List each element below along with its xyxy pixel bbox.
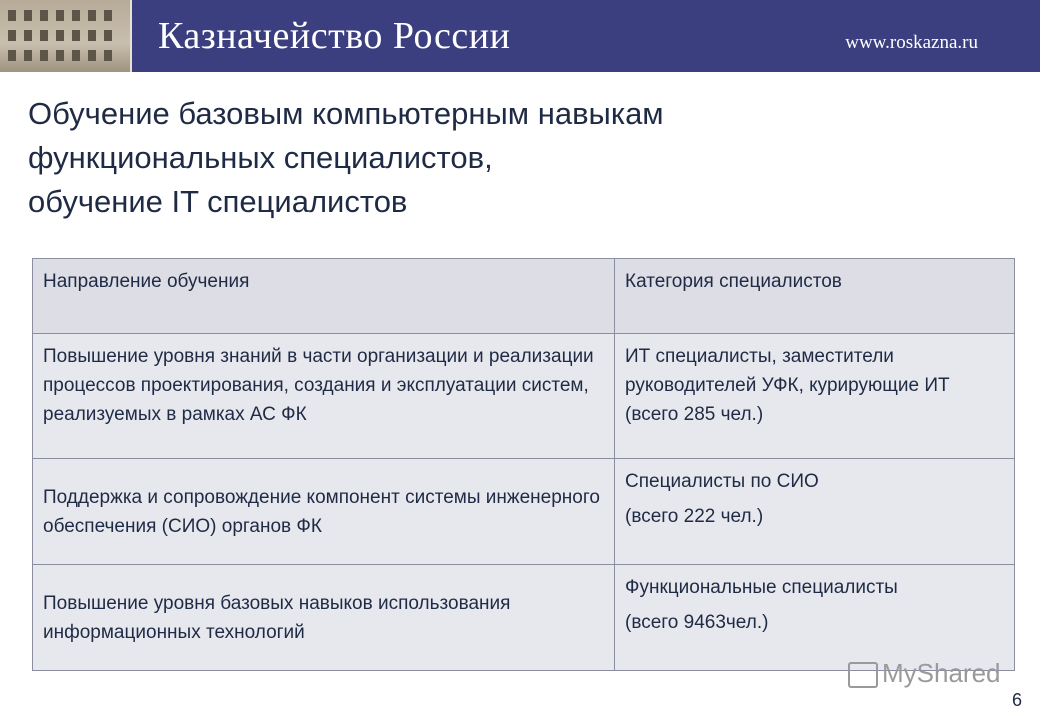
category-line: (всего 9463чел.) — [625, 612, 769, 633]
category-line: Специалисты по СИО — [625, 471, 819, 492]
cell-direction: Поддержка и сопровождение компонент системы инженерного обеспечения (СИО) органов ФК — [33, 459, 615, 565]
cell-category — [615, 565, 1015, 671]
watermark-text: MyShared — [882, 658, 1001, 688]
table-row — [33, 565, 1015, 671]
table-row — [33, 334, 1015, 459]
brand-title: Казначейство России — [158, 15, 511, 57]
table-header-row — [33, 259, 1015, 334]
header-category: Категория специалистов — [615, 259, 1015, 334]
training-table — [32, 258, 1015, 671]
cell-category — [615, 459, 1015, 565]
watermark — [848, 658, 1001, 689]
slide-title — [28, 92, 988, 224]
category-line: Функциональные специалисты — [625, 577, 898, 598]
title-line: обучение IT специалистов — [28, 184, 408, 219]
cell-direction: Повышение уровня знаний в части организации и реализации процессов проектирования, создания и эксплуатации систем, реализуемых в рамках АС ФК — [33, 334, 615, 459]
header-direction: Направление обучения — [33, 259, 615, 334]
site-url[interactable]: www.roskazna.ru — [845, 32, 978, 53]
category-line: (всего 222 чел.) — [625, 506, 764, 527]
table-row — [33, 459, 1015, 565]
title-line: функциональных специалистов, — [28, 140, 493, 175]
cell-category — [615, 334, 1015, 459]
page-number: 6 — [1011, 690, 1022, 710]
category-line: ИТ специалисты, заместители руководителей УФК, курирующие ИТ (всего 285 чел.) — [625, 346, 950, 425]
presentation-icon — [848, 662, 878, 688]
building-photo — [0, 0, 132, 72]
cell-direction: Повышение уровня базовых навыков использования информационных технологий — [33, 565, 615, 671]
title-line: Обучение базовым компьютерным навыкам — [28, 96, 664, 131]
header-bar — [0, 0, 1040, 72]
